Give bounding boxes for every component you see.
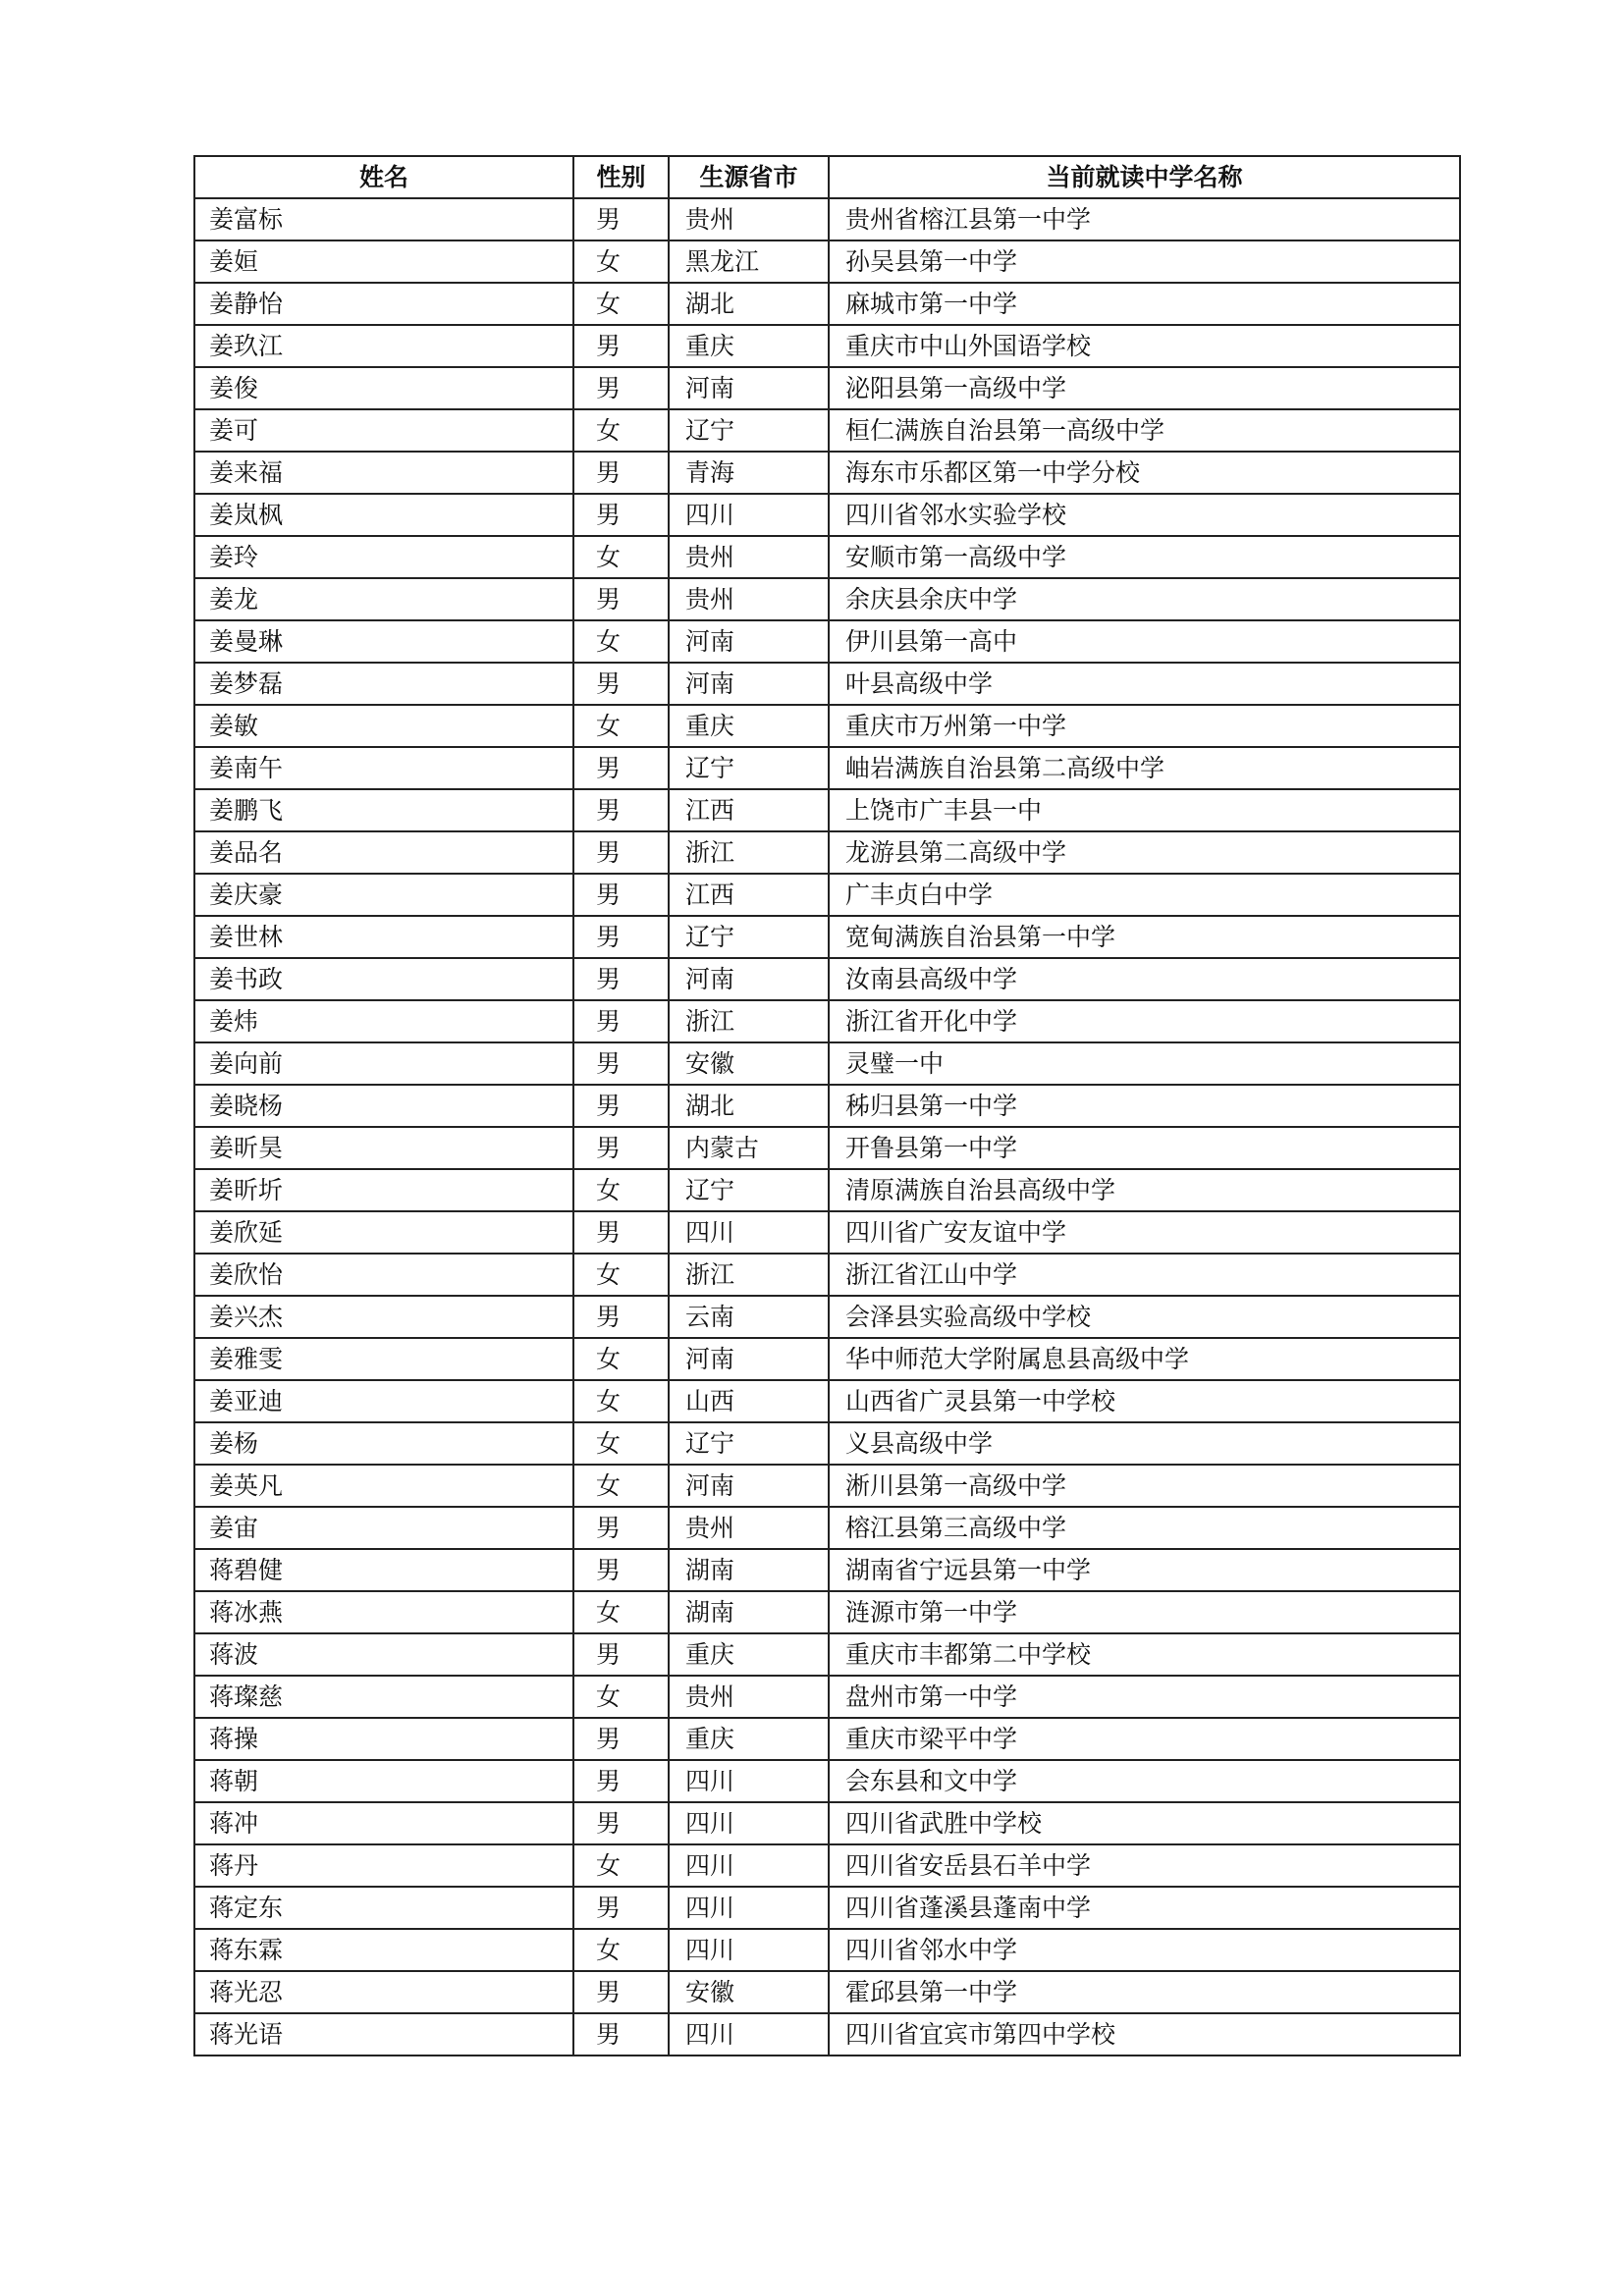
cell-school: 秭归县第一中学 [829,1085,1460,1127]
cell-school: 桓仁满族自治县第一高级中学 [829,409,1460,452]
cell-school: 湖南省宁远县第一中学 [829,1549,1460,1591]
cell-name: 姜玖江 [194,325,573,367]
table-row [194,1549,1460,1591]
header-name: 姓名 [194,156,573,198]
cell-gender: 女 [573,1380,669,1422]
cell-province: 重庆 [669,1633,829,1676]
cell-name: 蒋操 [194,1718,573,1760]
cell-name: 姜世林 [194,916,573,958]
cell-province: 四川 [669,1802,829,1844]
cell-gender: 男 [573,1718,669,1760]
table-row [194,1718,1460,1760]
cell-name: 蒋光忍 [194,1971,573,2013]
cell-province: 云南 [669,1296,829,1338]
header-province: 生源省市 [669,156,829,198]
cell-province: 安徽 [669,1971,829,2013]
cell-school: 浙江省江山中学 [829,1254,1460,1296]
cell-school: 余庆县余庆中学 [829,578,1460,620]
table-row [194,1802,1460,1844]
table-row [194,1633,1460,1676]
cell-gender: 男 [573,1085,669,1127]
cell-province: 四川 [669,1211,829,1254]
cell-province: 河南 [669,663,829,705]
cell-name: 姜俊 [194,367,573,409]
cell-province: 湖南 [669,1591,829,1633]
cell-name: 蒋冰燕 [194,1591,573,1633]
cell-school: 淅川县第一高级中学 [829,1465,1460,1507]
cell-school: 山西省广灵县第一中学校 [829,1380,1460,1422]
cell-province: 湖北 [669,1085,829,1127]
table-row [194,916,1460,958]
cell-province: 辽宁 [669,747,829,789]
header-gender: 性别 [573,156,669,198]
table-row [194,663,1460,705]
table-row [194,831,1460,874]
table-row [194,1296,1460,1338]
cell-name: 姜玲 [194,536,573,578]
cell-gender: 男 [573,1296,669,1338]
cell-name: 姜鹏飞 [194,789,573,831]
cell-gender: 男 [573,831,669,874]
table-row [194,620,1460,663]
cell-gender: 女 [573,240,669,283]
cell-name: 姜英凡 [194,1465,573,1507]
cell-province: 四川 [669,1929,829,1971]
cell-school: 宽甸满族自治县第一中学 [829,916,1460,958]
cell-school: 四川省邻水实验学校 [829,494,1460,536]
cell-gender: 男 [573,1760,669,1802]
table-row [194,958,1460,1000]
cell-province: 重庆 [669,705,829,747]
table-row [194,1760,1460,1802]
cell-province: 辽宁 [669,1422,829,1465]
cell-name: 姜欣怡 [194,1254,573,1296]
table-row [194,1338,1460,1380]
cell-gender: 女 [573,1676,669,1718]
cell-name: 姜宙 [194,1507,573,1549]
cell-gender: 男 [573,1802,669,1844]
cell-gender: 男 [573,958,669,1000]
cell-gender: 男 [573,494,669,536]
table-row [194,1844,1460,1887]
cell-school: 开鲁县第一中学 [829,1127,1460,1169]
table-row [194,1971,1460,2013]
cell-province: 贵州 [669,1507,829,1549]
table-row [194,240,1460,283]
cell-name: 姜庆豪 [194,874,573,916]
cell-province: 贵州 [669,578,829,620]
cell-gender: 男 [573,1549,669,1591]
cell-school: 汝南县高级中学 [829,958,1460,1000]
table-row [194,1676,1460,1718]
cell-province: 四川 [669,2013,829,2056]
cell-gender: 男 [573,367,669,409]
cell-school: 叶县高级中学 [829,663,1460,705]
cell-province: 贵州 [669,536,829,578]
cell-province: 河南 [669,367,829,409]
cell-province: 贵州 [669,1676,829,1718]
cell-school: 重庆市梁平中学 [829,1718,1460,1760]
cell-province: 四川 [669,1887,829,1929]
cell-gender: 女 [573,620,669,663]
cell-school: 清原满族自治县高级中学 [829,1169,1460,1211]
cell-gender: 女 [573,1844,669,1887]
cell-province: 江西 [669,874,829,916]
cell-gender: 男 [573,1507,669,1549]
cell-gender: 女 [573,1465,669,1507]
table-row [194,1211,1460,1254]
cell-gender: 女 [573,1929,669,1971]
table-row [194,1465,1460,1507]
table-row [194,1042,1460,1085]
cell-name: 姜炜 [194,1000,573,1042]
cell-school: 海东市乐都区第一中学分校 [829,452,1460,494]
cell-school: 伊川县第一高中 [829,620,1460,663]
cell-gender: 女 [573,1338,669,1380]
table-body [194,198,1460,2056]
cell-province: 重庆 [669,1718,829,1760]
cell-school: 安顺市第一高级中学 [829,536,1460,578]
student-roster-table [193,155,1461,2056]
cell-gender: 女 [573,1169,669,1211]
cell-school: 四川省广安友谊中学 [829,1211,1460,1254]
cell-province: 黑龙江 [669,240,829,283]
cell-province: 河南 [669,1338,829,1380]
table-row [194,1380,1460,1422]
cell-school: 龙游县第二高级中学 [829,831,1460,874]
cell-school: 涟源市第一中学 [829,1591,1460,1633]
cell-gender: 男 [573,1042,669,1085]
cell-gender: 女 [573,705,669,747]
cell-gender: 男 [573,1211,669,1254]
table-row [194,367,1460,409]
table-row [194,198,1460,240]
cell-gender: 男 [573,663,669,705]
table-row [194,536,1460,578]
cell-province: 江西 [669,789,829,831]
cell-gender: 男 [573,325,669,367]
cell-province: 辽宁 [669,916,829,958]
cell-school: 灵璧一中 [829,1042,1460,1085]
cell-name: 姜龙 [194,578,573,620]
cell-school: 重庆市万州第一中学 [829,705,1460,747]
cell-gender: 男 [573,916,669,958]
cell-name: 姜亚迪 [194,1380,573,1422]
cell-school: 上饶市广丰县一中 [829,789,1460,831]
cell-gender: 男 [573,452,669,494]
cell-province: 湖南 [669,1549,829,1591]
cell-name: 姜可 [194,409,573,452]
cell-gender: 男 [573,1000,669,1042]
table-header-row [194,156,1460,198]
table-row [194,1887,1460,1929]
cell-school: 义县高级中学 [829,1422,1460,1465]
cell-name: 姜南午 [194,747,573,789]
cell-school: 华中师范大学附属息县高级中学 [829,1338,1460,1380]
cell-province: 湖北 [669,283,829,325]
cell-gender: 男 [573,2013,669,2056]
cell-school: 麻城市第一中学 [829,283,1460,325]
cell-gender: 女 [573,1591,669,1633]
table-row [194,789,1460,831]
cell-gender: 男 [573,1127,669,1169]
cell-name: 姜静怡 [194,283,573,325]
cell-gender: 男 [573,578,669,620]
table-row [194,325,1460,367]
cell-province: 浙江 [669,831,829,874]
cell-name: 蒋波 [194,1633,573,1676]
cell-name: 姜书政 [194,958,573,1000]
cell-school: 四川省宜宾市第四中学校 [829,2013,1460,2056]
cell-gender: 女 [573,536,669,578]
cell-province: 贵州 [669,198,829,240]
table-row [194,747,1460,789]
table-row [194,1591,1460,1633]
cell-school: 会泽县实验高级中学校 [829,1296,1460,1338]
cell-name: 姜富标 [194,198,573,240]
cell-school: 会东县和文中学 [829,1760,1460,1802]
cell-gender: 男 [573,1971,669,2013]
cell-name: 姜晓杨 [194,1085,573,1127]
table-row [194,1169,1460,1211]
cell-school: 岫岩满族自治县第二高级中学 [829,747,1460,789]
cell-province: 浙江 [669,1000,829,1042]
cell-school: 孙吴县第一中学 [829,240,1460,283]
cell-gender: 男 [573,874,669,916]
cell-school: 广丰贞白中学 [829,874,1460,916]
cell-school: 泌阳县第一高级中学 [829,367,1460,409]
table-row [194,283,1460,325]
cell-school: 霍邱县第一中学 [829,1971,1460,2013]
cell-province: 辽宁 [669,409,829,452]
table-row [194,705,1460,747]
cell-name: 姜敏 [194,705,573,747]
cell-name: 姜向前 [194,1042,573,1085]
table-row [194,1127,1460,1169]
cell-name: 蒋定东 [194,1887,573,1929]
table-row [194,1507,1460,1549]
cell-name: 蒋东霖 [194,1929,573,1971]
cell-gender: 男 [573,789,669,831]
cell-school: 贵州省榕江县第一中学 [829,198,1460,240]
cell-gender: 女 [573,283,669,325]
cell-school: 重庆市中山外国语学校 [829,325,1460,367]
cell-name: 姜曼琳 [194,620,573,663]
cell-gender: 男 [573,747,669,789]
cell-gender: 男 [573,1887,669,1929]
cell-name: 姜兴杰 [194,1296,573,1338]
cell-name: 姜来福 [194,452,573,494]
cell-province: 内蒙古 [669,1127,829,1169]
table-row [194,578,1460,620]
cell-name: 蒋璨慈 [194,1676,573,1718]
cell-province: 浙江 [669,1254,829,1296]
cell-province: 重庆 [669,325,829,367]
cell-province: 四川 [669,1844,829,1887]
cell-name: 姜岚枫 [194,494,573,536]
cell-province: 四川 [669,1760,829,1802]
cell-province: 河南 [669,958,829,1000]
cell-school: 四川省武胜中学校 [829,1802,1460,1844]
cell-name: 姜品名 [194,831,573,874]
header-school: 当前就读中学名称 [829,156,1460,198]
cell-school: 重庆市丰都第二中学校 [829,1633,1460,1676]
table-row [194,494,1460,536]
cell-school: 浙江省开化中学 [829,1000,1460,1042]
cell-gender: 女 [573,409,669,452]
cell-school: 榕江县第三高级中学 [829,1507,1460,1549]
table-row [194,1254,1460,1296]
cell-province: 四川 [669,494,829,536]
cell-gender: 女 [573,1422,669,1465]
cell-gender: 女 [573,1254,669,1296]
cell-province: 山西 [669,1380,829,1422]
cell-name: 蒋光语 [194,2013,573,2056]
cell-province: 青海 [669,452,829,494]
cell-gender: 男 [573,198,669,240]
cell-school: 四川省蓬溪县蓬南中学 [829,1887,1460,1929]
table-row [194,1085,1460,1127]
table-row [194,409,1460,452]
cell-name: 蒋丹 [194,1844,573,1887]
cell-name: 姜欣延 [194,1211,573,1254]
cell-name: 蒋朝 [194,1760,573,1802]
cell-province: 安徽 [669,1042,829,1085]
cell-name: 姜杨 [194,1422,573,1465]
table-row [194,1929,1460,1971]
cell-province: 河南 [669,620,829,663]
cell-name: 姜昕昊 [194,1127,573,1169]
table-row [194,1422,1460,1465]
cell-name: 蒋碧健 [194,1549,573,1591]
table-row [194,2013,1460,2056]
cell-name: 蒋冲 [194,1802,573,1844]
table-row [194,1000,1460,1042]
cell-province: 河南 [669,1465,829,1507]
cell-name: 姜昕圻 [194,1169,573,1211]
cell-province: 辽宁 [669,1169,829,1211]
cell-gender: 男 [573,1633,669,1676]
table-row [194,874,1460,916]
cell-name: 姜姮 [194,240,573,283]
cell-school: 四川省安岳县石羊中学 [829,1844,1460,1887]
cell-school: 四川省邻水中学 [829,1929,1460,1971]
cell-name: 姜梦磊 [194,663,573,705]
cell-name: 姜雅雯 [194,1338,573,1380]
cell-school: 盘州市第一中学 [829,1676,1460,1718]
table-row [194,452,1460,494]
